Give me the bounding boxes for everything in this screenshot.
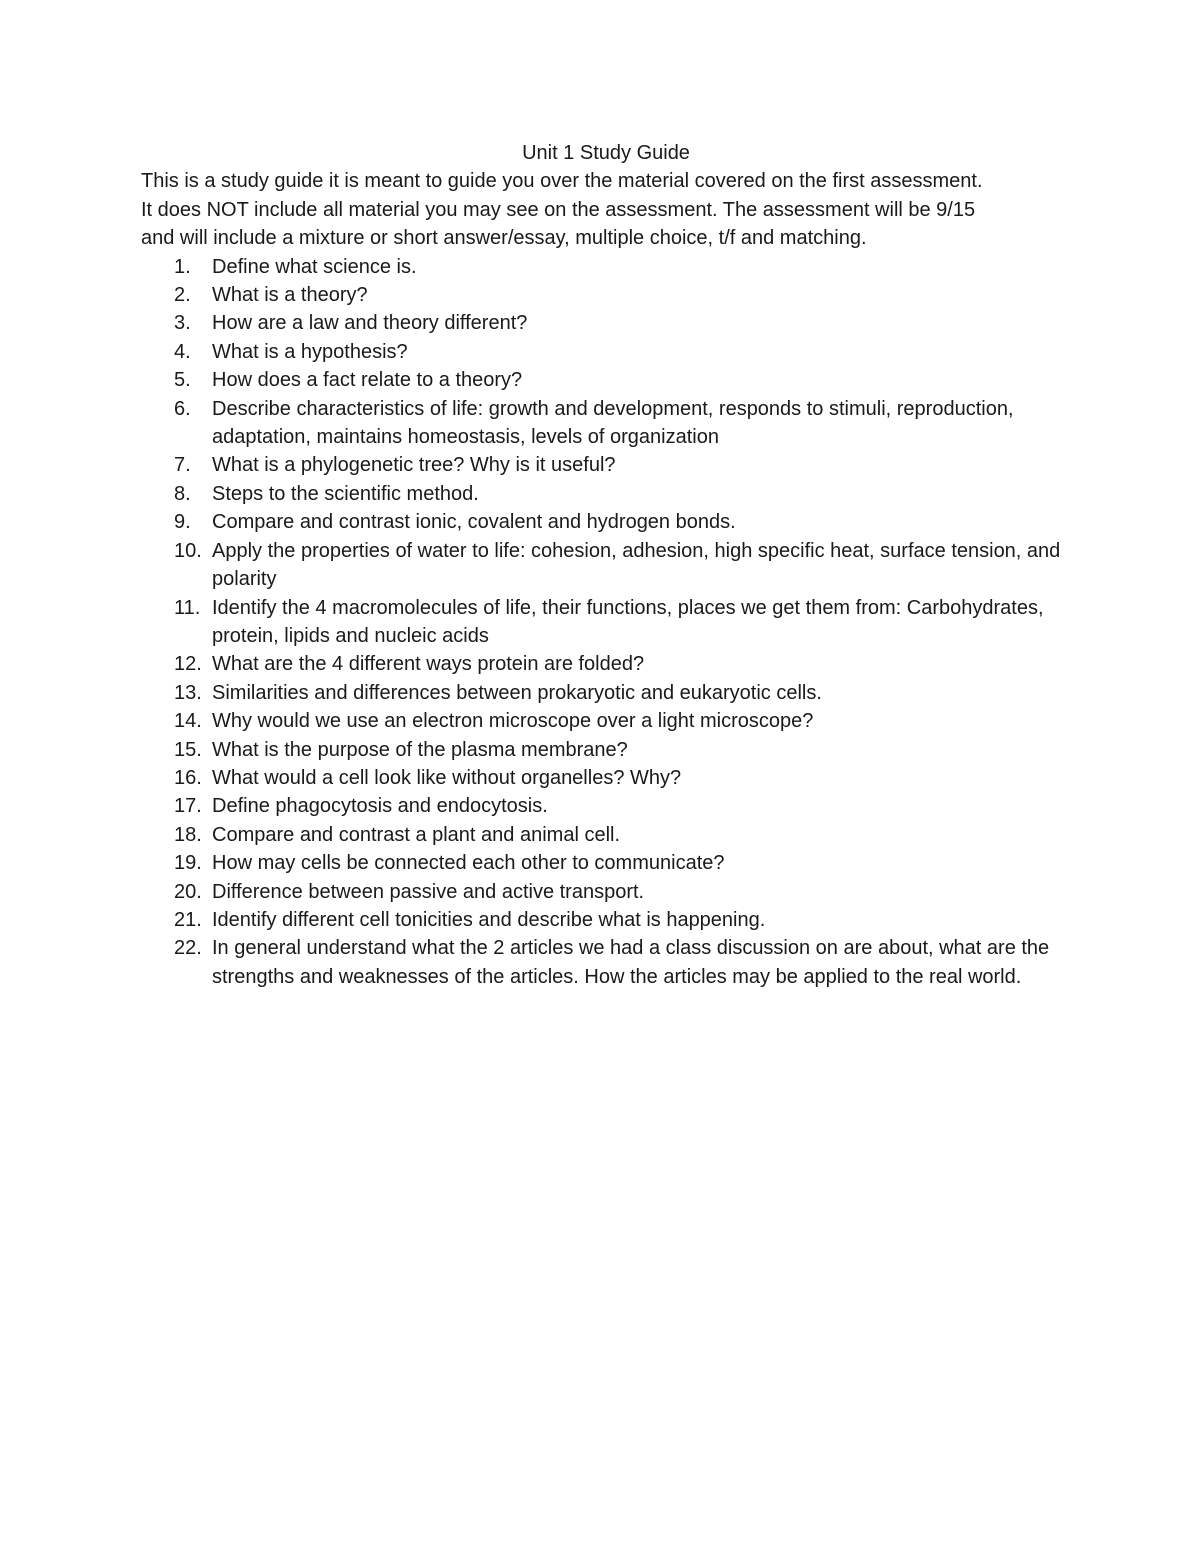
list-item (141, 451, 1071, 479)
list-item (141, 480, 1071, 508)
list-item (141, 934, 1071, 991)
list-item (141, 736, 1071, 764)
list-item-text: What is a phylogenetic tree? Why is it useful? (212, 454, 616, 477)
list-item (141, 764, 1071, 792)
list-item-text: Similarities and differences between prokaryotic and eukaryotic cells. (212, 681, 822, 704)
question-list (141, 253, 1071, 992)
list-item (141, 594, 1071, 651)
document-title: Unit 1 Study Guide (522, 142, 690, 164)
list-item (141, 395, 1071, 452)
list-item-text: Define phagocytosis and endocytosis. (212, 795, 548, 818)
list-item (141, 906, 1071, 934)
list-item-number: 22. (174, 937, 202, 960)
list-item-text: How does a fact relate to a theory? (212, 369, 523, 392)
list-item (141, 650, 1071, 678)
list-item-text: Difference between passive and active transport. (212, 880, 645, 903)
list-item-number: 11. (174, 596, 201, 619)
list-item (141, 366, 1071, 394)
list-item-number: 17. (174, 795, 202, 818)
list-item-number: 7. (174, 454, 191, 477)
list-item-text: Define what science is. (212, 255, 417, 278)
list-item-number: 14. (174, 710, 202, 733)
list-item (141, 679, 1071, 707)
list-item-text: Identify the 4 macromolecules of life, their functions, places we get them from: Carbohydrates, protein, lipids and nucleic acids (212, 596, 1044, 647)
list-item-text: Identify different cell tonicities and describe what is happening. (212, 908, 766, 931)
list-item-text: Why would we use an electron microscope over a light microscope? (212, 710, 814, 733)
list-item-number: 13. (174, 681, 202, 704)
document-content (141, 139, 1071, 991)
list-item-number: 16. (174, 766, 202, 789)
list-item-text: Describe characteristics of life: growth and development, responds to stimuli, reproduction, adaptation, maintains homeostasis, levels of organization (212, 397, 1014, 449)
list-item-text: In general understand what the 2 articles we had a class discussion on are about, what are the strengths and weaknesses of the articles. How the articles may be applied to the real world. (212, 937, 1050, 988)
list-item-number: 9. (174, 511, 191, 534)
list-item-text: How may cells be connected each other to communicate? (212, 852, 725, 875)
list-item-number: 15. (174, 738, 202, 761)
list-item-number: 4. (174, 340, 191, 363)
list-item-text: What are the 4 different ways protein are folded? (212, 653, 645, 676)
intro-paragraph: This is a study guide it is meant to guide you over the material covered on the first assessment. It does NOT include all material you may see on the assessment. The assessment will be 9/15 and will include a mixture or short answer/essay, multiple choice, t/f and matching. (141, 170, 983, 250)
list-item-text: What would a cell look like without organelles? Why? (212, 766, 682, 789)
list-item-number: 5. (174, 369, 191, 392)
list-item (141, 309, 1071, 337)
list-item-number: 21. (174, 908, 202, 931)
list-item-number: 20. (174, 880, 202, 903)
list-item-number: 1. (174, 255, 191, 278)
list-item-text: How are a law and theory different? (212, 312, 528, 335)
list-item-number: 6. (174, 397, 191, 420)
list-item-number: 10. (174, 539, 202, 562)
list-item (141, 537, 1071, 594)
list-item-text: Compare and contrast ionic, covalent and hydrogen bonds. (212, 511, 736, 534)
list-item (141, 707, 1071, 735)
list-item-number: 8. (174, 482, 191, 505)
list-item-text: Compare and contrast a plant and animal cell. (212, 823, 621, 846)
list-item-number: 18. (174, 823, 202, 846)
list-item-text: What is the purpose of the plasma membrane? (212, 738, 628, 761)
list-item (141, 792, 1071, 820)
list-item (141, 338, 1071, 366)
list-item-text: Apply the properties of water to life: cohesion, adhesion, high specific heat, surface tension, and polarity (212, 539, 1061, 591)
list-item (141, 878, 1071, 906)
list-item (141, 508, 1071, 536)
list-item (141, 849, 1071, 877)
list-item (141, 281, 1071, 309)
list-item-number: 19. (174, 852, 202, 875)
list-item-number: 3. (174, 312, 191, 335)
list-item-number: 12. (174, 653, 202, 676)
list-item-number: 2. (174, 284, 191, 307)
list-item-text: What is a hypothesis? (212, 340, 408, 363)
list-item-text: What is a theory? (212, 284, 368, 307)
list-item (141, 821, 1071, 849)
list-item-text: Steps to the scientific method. (212, 482, 479, 505)
list-item (141, 253, 1071, 281)
